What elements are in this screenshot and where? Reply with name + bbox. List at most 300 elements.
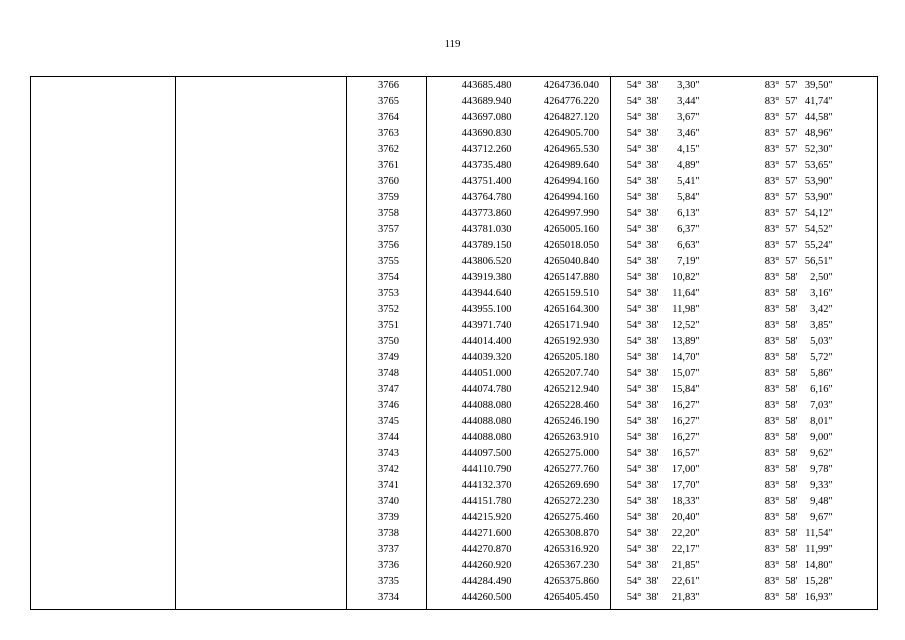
longitude-seconds-mark-cell: " — [829, 222, 878, 238]
longitude-degrees-cell: 83° — [764, 384, 780, 395]
longitude-degrees-cell: 83° — [764, 448, 780, 459]
latitude-seconds-cell: 5,84 — [677, 192, 696, 203]
latitude-seconds-cell: 16,57 — [671, 448, 696, 459]
y-coordinate-cell: 4264994.160 — [517, 174, 611, 190]
latitude-minutes-cell: 38' — [646, 304, 659, 315]
point-number-cell: 3735 — [347, 574, 427, 590]
longitude-degrees-cell: 83° — [764, 400, 780, 411]
empty-cell — [31, 558, 176, 574]
latitude-seconds-mark-cell: " — [695, 576, 700, 587]
table-row — [31, 382, 878, 398]
latitude-seconds-mark-cell: " — [696, 590, 726, 610]
longitude-minutes-cell: 58' — [785, 400, 798, 411]
latitude-seconds-cell: 21,83 — [659, 590, 696, 610]
latitude-degrees-cell: 54° — [626, 352, 642, 363]
point-number-cell: 3763 — [347, 126, 427, 142]
latitude-seconds-mark-cell: " — [695, 352, 700, 363]
latitude-minutes-cell: 38' — [646, 544, 659, 555]
longitude-seconds-cell: 14,80 — [804, 560, 829, 571]
latitude-seconds-cell: 3,67 — [677, 112, 696, 123]
empty-cell — [176, 190, 347, 206]
latitude-seconds-mark-cell: " — [695, 288, 700, 299]
longitude-degrees-cell: 83° — [764, 240, 780, 251]
latitude-seconds-mark-cell: " — [695, 208, 700, 219]
longitude-degrees-cell: 83° — [764, 352, 780, 363]
point-number-cell: 3736 — [347, 558, 427, 574]
latitude-degrees-cell: 54° — [611, 590, 642, 610]
table-row — [31, 302, 878, 318]
latitude-degrees-cell: 54° — [626, 368, 642, 379]
longitude-seconds-mark-cell: " — [829, 334, 878, 350]
longitude-degrees-cell: 83° — [764, 272, 780, 283]
latitude-degrees-cell: 54° — [626, 288, 642, 299]
y-coordinate-cell: 4265275.000 — [517, 446, 611, 462]
longitude-seconds-cell: 5,72 — [810, 352, 829, 363]
longitude-seconds-mark-cell: " — [829, 510, 878, 526]
table-row — [31, 366, 878, 382]
empty-cell — [31, 350, 176, 366]
longitude-degrees-cell: 83° — [764, 144, 780, 155]
longitude-seconds-mark-cell: " — [829, 302, 878, 318]
latitude-seconds-mark-cell: " — [695, 240, 700, 251]
latitude-minutes-cell: 38' — [646, 576, 659, 587]
y-coordinate-cell: 4264994.160 — [517, 190, 611, 206]
longitude-seconds-cell: 5,03 — [810, 336, 829, 347]
latitude-minutes-cell: 38' — [646, 336, 659, 347]
longitude-seconds-cell: 11,54 — [805, 528, 829, 539]
longitude-seconds-cell: 15,28 — [804, 576, 829, 587]
latitude-seconds-mark-cell: " — [695, 144, 700, 155]
longitude-seconds-mark-cell: " — [829, 542, 878, 558]
table-row — [31, 126, 878, 142]
latitude-seconds-mark-cell: " — [695, 560, 700, 571]
latitude-seconds-cell: 22,20 — [671, 528, 696, 539]
latitude-degrees-cell: 54° — [626, 464, 642, 475]
longitude-seconds-mark-cell: " — [829, 478, 878, 494]
y-coordinate-cell: 4265316.920 — [517, 542, 611, 558]
y-coordinate-cell: 4264997.990 — [517, 206, 611, 222]
empty-cell — [31, 398, 176, 414]
empty-cell — [176, 206, 347, 222]
longitude-seconds-cell: 53,90 — [804, 176, 829, 187]
point-number-cell: 3753 — [347, 286, 427, 302]
latitude-degrees-cell: 54° — [626, 480, 642, 491]
longitude-seconds-cell: 53,65 — [804, 160, 829, 171]
longitude-seconds-mark-cell: " — [829, 446, 878, 462]
point-number-cell: 3744 — [347, 430, 427, 446]
longitude-degrees-cell: 83° — [726, 590, 780, 610]
longitude-degrees-cell: 83° — [764, 368, 780, 379]
x-coordinate-cell: 444074.780 — [461, 384, 512, 395]
table-row — [31, 478, 878, 494]
latitude-seconds-mark-cell: " — [695, 368, 700, 379]
point-number-cell: 3760 — [347, 174, 427, 190]
longitude-minutes-cell: 58' — [785, 304, 798, 315]
longitude-seconds-cell: 5,86 — [810, 368, 829, 379]
latitude-seconds-mark-cell: " — [695, 480, 700, 491]
x-coordinate-cell: 443764.780 — [461, 192, 512, 203]
latitude-degrees-cell: 54° — [626, 144, 642, 155]
latitude-minutes-cell: 38' — [646, 288, 659, 299]
latitude-degrees-cell: 54° — [611, 77, 642, 95]
longitude-seconds-cell: 9,62 — [810, 448, 829, 459]
x-coordinate-cell: 444051.000 — [461, 368, 512, 379]
empty-cell — [31, 494, 176, 510]
latitude-degrees-cell: 54° — [626, 576, 642, 587]
longitude-minutes-cell: 58' — [780, 590, 798, 610]
y-coordinate-cell: 4265205.180 — [517, 350, 611, 366]
latitude-seconds-mark-cell: " — [695, 112, 700, 123]
point-number-cell: 3748 — [347, 366, 427, 382]
longitude-minutes-cell: 57' — [785, 256, 798, 267]
longitude-minutes-cell: 58' — [785, 272, 798, 283]
longitude-degrees-cell: 83° — [764, 576, 780, 587]
longitude-seconds-mark-cell: " — [829, 430, 878, 446]
latitude-seconds-mark-cell: " — [695, 160, 700, 171]
longitude-seconds-mark-cell: " — [829, 94, 878, 110]
table-row — [31, 494, 878, 510]
longitude-minutes-cell: 57' — [785, 128, 798, 139]
table-row — [31, 142, 878, 158]
y-coordinate-cell: 4264989.640 — [517, 158, 611, 174]
x-coordinate-cell: 444110.790 — [462, 464, 512, 475]
latitude-seconds-cell: 17,70 — [671, 480, 696, 491]
latitude-degrees-cell: 54° — [626, 192, 642, 203]
latitude-degrees-cell: 54° — [626, 384, 642, 395]
latitude-minutes-cell: 38' — [646, 96, 659, 107]
latitude-seconds-mark-cell: " — [695, 336, 700, 347]
y-coordinate-cell: 4264776.220 — [517, 94, 611, 110]
latitude-seconds-mark-cell: " — [695, 464, 700, 475]
empty-cell — [31, 77, 176, 95]
latitude-seconds-mark-cell: " — [695, 432, 700, 443]
empty-cell — [31, 414, 176, 430]
longitude-minutes-cell: 57' — [785, 160, 798, 171]
latitude-seconds-cell: 16,27 — [671, 416, 696, 427]
longitude-minutes-cell: 58' — [785, 432, 798, 443]
longitude-degrees-cell: 83° — [764, 176, 780, 187]
longitude-seconds-cell: 52,30 — [804, 144, 829, 155]
longitude-minutes-cell: 57' — [785, 112, 798, 123]
empty-cell — [31, 286, 176, 302]
longitude-seconds-cell: 55,24 — [804, 240, 829, 251]
latitude-seconds-mark-cell: " — [695, 416, 700, 427]
point-number-cell: 3765 — [347, 94, 427, 110]
latitude-seconds-cell: 22,17 — [671, 544, 696, 555]
longitude-degrees-cell: 83° — [726, 77, 780, 95]
longitude-seconds-cell: 16,93 — [798, 590, 829, 610]
x-coordinate-cell: 443751.400 — [461, 176, 512, 187]
latitude-degrees-cell: 54° — [626, 400, 642, 411]
table-row — [31, 254, 878, 270]
longitude-seconds-cell: 9,33 — [810, 480, 829, 491]
empty-cell — [176, 302, 347, 318]
longitude-degrees-cell: 83° — [764, 432, 780, 443]
latitude-degrees-cell: 54° — [626, 320, 642, 331]
empty-cell — [31, 270, 176, 286]
longitude-seconds-mark-cell: " — [829, 366, 878, 382]
longitude-seconds-cell: 9,78 — [810, 464, 829, 475]
latitude-minutes-cell: 38' — [646, 352, 659, 363]
latitude-minutes-cell: 38' — [646, 416, 659, 427]
longitude-seconds-mark-cell: " — [829, 414, 878, 430]
table-row — [31, 318, 878, 334]
longitude-seconds-mark-cell: " — [829, 77, 878, 95]
empty-cell — [31, 430, 176, 446]
longitude-seconds-mark-cell: " — [829, 382, 878, 398]
x-coordinate-cell: 443712.260 — [461, 144, 512, 155]
table-row — [31, 510, 878, 526]
latitude-minutes-cell: 38' — [642, 77, 659, 95]
empty-cell — [31, 382, 176, 398]
x-coordinate-cell: 443919.380 — [461, 272, 512, 283]
latitude-minutes-cell: 38' — [646, 512, 659, 523]
latitude-minutes-cell: 38' — [646, 272, 659, 283]
x-coordinate-cell: 444132.370 — [461, 480, 512, 491]
latitude-seconds-cell: 3,30 — [659, 77, 696, 95]
x-coordinate-cell: 443789.150 — [461, 240, 512, 251]
point-number-cell: 3737 — [347, 542, 427, 558]
empty-cell — [31, 94, 176, 110]
empty-cell — [176, 382, 347, 398]
empty-cell — [31, 190, 176, 206]
x-coordinate-cell: 443685.480 — [427, 77, 517, 95]
latitude-seconds-cell: 4,15 — [677, 144, 696, 155]
y-coordinate-cell: 4265212.940 — [517, 382, 611, 398]
x-coordinate-cell: 443971.740 — [461, 320, 512, 331]
latitude-degrees-cell: 54° — [626, 176, 642, 187]
latitude-seconds-mark-cell: " — [695, 192, 700, 203]
latitude-minutes-cell: 38' — [642, 590, 659, 610]
latitude-seconds-cell: 15,84 — [671, 384, 696, 395]
longitude-seconds-cell: 7,03 — [810, 400, 829, 411]
latitude-seconds-mark-cell: " — [695, 320, 700, 331]
point-number-cell: 3734 — [347, 590, 427, 610]
table-row — [31, 158, 878, 174]
empty-cell — [176, 590, 347, 610]
longitude-minutes-cell: 57' — [785, 96, 798, 107]
empty-cell — [31, 174, 176, 190]
y-coordinate-cell: 4264736.040 — [517, 77, 611, 95]
empty-cell — [31, 126, 176, 142]
table-row — [31, 94, 878, 110]
longitude-minutes-cell: 57' — [785, 176, 798, 187]
y-coordinate-cell: 4265375.860 — [517, 574, 611, 590]
longitude-minutes-cell: 58' — [785, 496, 798, 507]
point-number-cell: 3756 — [347, 238, 427, 254]
longitude-seconds-cell: 39,50 — [798, 77, 829, 95]
latitude-seconds-mark-cell: " — [696, 77, 726, 95]
longitude-seconds-mark-cell: " — [829, 462, 878, 478]
latitude-minutes-cell: 38' — [646, 128, 659, 139]
empty-cell — [176, 430, 347, 446]
empty-cell — [176, 77, 347, 95]
y-coordinate-cell: 4264905.700 — [517, 126, 611, 142]
longitude-minutes-cell: 57' — [785, 240, 798, 251]
x-coordinate-cell: 443955.100 — [461, 304, 512, 315]
latitude-minutes-cell: 38' — [646, 400, 659, 411]
longitude-degrees-cell: 83° — [764, 288, 780, 299]
page-number: 119 — [444, 38, 461, 50]
x-coordinate-cell: 443781.030 — [461, 224, 512, 235]
point-number-cell: 3743 — [347, 446, 427, 462]
empty-cell — [31, 254, 176, 270]
point-number-cell: 3742 — [347, 462, 427, 478]
point-number-cell: 3739 — [347, 510, 427, 526]
point-number-cell: 3745 — [347, 414, 427, 430]
longitude-minutes-cell: 58' — [785, 448, 798, 459]
empty-cell — [176, 334, 347, 350]
longitude-degrees-cell: 83° — [764, 560, 780, 571]
longitude-seconds-cell: 56,51 — [804, 256, 829, 267]
longitude-degrees-cell: 83° — [764, 304, 780, 315]
point-number-cell: 3766 — [347, 77, 427, 95]
latitude-degrees-cell: 54° — [626, 528, 642, 539]
latitude-seconds-cell: 6,13 — [677, 208, 696, 219]
longitude-seconds-cell: 2,50 — [810, 272, 829, 283]
latitude-seconds-mark-cell: " — [695, 400, 700, 411]
longitude-seconds-mark-cell: " — [829, 286, 878, 302]
empty-cell — [176, 350, 347, 366]
empty-cell — [31, 222, 176, 238]
x-coordinate-cell: 444270.870 — [461, 544, 512, 555]
empty-cell — [31, 110, 176, 126]
empty-cell — [31, 574, 176, 590]
longitude-seconds-cell: 48,96 — [804, 128, 829, 139]
table-row — [31, 558, 878, 574]
empty-cell — [176, 558, 347, 574]
longitude-seconds-cell: 3,85 — [810, 320, 829, 331]
empty-cell — [176, 286, 347, 302]
latitude-degrees-cell: 54° — [626, 208, 642, 219]
point-number-cell: 3762 — [347, 142, 427, 158]
y-coordinate-cell: 4265263.910 — [517, 430, 611, 446]
latitude-minutes-cell: 38' — [646, 144, 659, 155]
longitude-seconds-cell: 54,12 — [804, 208, 829, 219]
latitude-seconds-cell: 20,40 — [671, 512, 696, 523]
longitude-minutes-cell: 57' — [780, 77, 798, 95]
table-row — [31, 222, 878, 238]
latitude-seconds-mark-cell: " — [695, 96, 700, 107]
longitude-seconds-cell: 41,74 — [804, 96, 829, 107]
latitude-seconds-cell: 3,46 — [677, 128, 696, 139]
point-number-cell: 3738 — [347, 526, 427, 542]
point-number-cell: 3758 — [347, 206, 427, 222]
longitude-seconds-mark-cell: " — [829, 254, 878, 270]
empty-cell — [176, 414, 347, 430]
empty-cell — [176, 126, 347, 142]
x-coordinate-cell: 444088.080 — [461, 432, 512, 443]
longitude-degrees-cell: 83° — [764, 416, 780, 427]
longitude-minutes-cell: 58' — [785, 560, 798, 571]
empty-cell — [31, 478, 176, 494]
empty-cell — [31, 542, 176, 558]
longitude-minutes-cell: 58' — [785, 368, 798, 379]
longitude-minutes-cell: 58' — [785, 544, 798, 555]
longitude-seconds-mark-cell: " — [829, 190, 878, 206]
x-coordinate-cell: 443944.640 — [461, 288, 512, 299]
longitude-seconds-cell: 53,90 — [804, 192, 829, 203]
latitude-seconds-cell: 11,64 — [672, 288, 696, 299]
empty-cell — [176, 494, 347, 510]
y-coordinate-cell: 4265277.760 — [517, 462, 611, 478]
longitude-degrees-cell: 83° — [764, 336, 780, 347]
empty-cell — [176, 174, 347, 190]
table-row — [31, 542, 878, 558]
longitude-minutes-cell: 57' — [785, 144, 798, 155]
empty-cell — [176, 222, 347, 238]
point-number-cell: 3747 — [347, 382, 427, 398]
y-coordinate-cell: 4265159.510 — [517, 286, 611, 302]
latitude-seconds-mark-cell: " — [695, 544, 700, 555]
latitude-seconds-mark-cell: " — [695, 224, 700, 235]
y-coordinate-cell: 4264965.530 — [517, 142, 611, 158]
x-coordinate-cell: 444260.920 — [461, 560, 512, 571]
latitude-degrees-cell: 54° — [626, 224, 642, 235]
empty-cell — [31, 526, 176, 542]
table-row — [31, 430, 878, 446]
latitude-minutes-cell: 38' — [646, 448, 659, 459]
latitude-seconds-cell: 12,52 — [671, 320, 696, 331]
empty-cell — [176, 462, 347, 478]
longitude-minutes-cell: 58' — [785, 288, 798, 299]
coordinates-table — [30, 76, 878, 610]
latitude-minutes-cell: 38' — [646, 368, 659, 379]
empty-cell — [176, 318, 347, 334]
longitude-seconds-mark-cell: " — [829, 526, 878, 542]
latitude-seconds-cell: 4,89 — [677, 160, 696, 171]
y-coordinate-cell: 4265005.160 — [517, 222, 611, 238]
empty-cell — [31, 158, 176, 174]
longitude-seconds-mark-cell: " — [829, 318, 878, 334]
x-coordinate-cell: 444039.320 — [461, 352, 512, 363]
latitude-seconds-cell: 18,33 — [671, 496, 696, 507]
longitude-seconds-mark-cell: " — [829, 398, 878, 414]
longitude-minutes-cell: 58' — [785, 416, 798, 427]
y-coordinate-cell: 4265147.880 — [517, 270, 611, 286]
empty-cell — [176, 254, 347, 270]
latitude-seconds-cell: 6,37 — [677, 224, 696, 235]
latitude-minutes-cell: 38' — [646, 160, 659, 171]
empty-cell — [31, 142, 176, 158]
longitude-seconds-cell: 54,52 — [804, 224, 829, 235]
longitude-degrees-cell: 83° — [764, 480, 780, 491]
latitude-degrees-cell: 54° — [626, 304, 642, 315]
longitude-seconds-mark-cell: " — [829, 270, 878, 286]
table-row — [31, 334, 878, 350]
longitude-seconds-cell: 3,42 — [810, 304, 829, 315]
longitude-degrees-cell: 83° — [764, 192, 780, 203]
empty-cell — [31, 302, 176, 318]
table-row — [31, 190, 878, 206]
y-coordinate-cell: 4265207.740 — [517, 366, 611, 382]
latitude-seconds-cell: 16,27 — [671, 400, 696, 411]
latitude-seconds-mark-cell: " — [695, 256, 700, 267]
y-coordinate-cell: 4265164.300 — [517, 302, 611, 318]
latitude-degrees-cell: 54° — [626, 112, 642, 123]
latitude-degrees-cell: 54° — [626, 128, 642, 139]
longitude-minutes-cell: 58' — [785, 576, 798, 587]
longitude-degrees-cell: 83° — [764, 208, 780, 219]
x-coordinate-cell: 444014.400 — [461, 336, 512, 347]
empty-cell — [176, 510, 347, 526]
latitude-minutes-cell: 38' — [646, 528, 659, 539]
latitude-seconds-mark-cell: " — [695, 128, 700, 139]
longitude-minutes-cell: 58' — [785, 336, 798, 347]
y-coordinate-cell: 4265246.190 — [517, 414, 611, 430]
y-coordinate-cell: 4265171.940 — [517, 318, 611, 334]
empty-cell — [176, 526, 347, 542]
